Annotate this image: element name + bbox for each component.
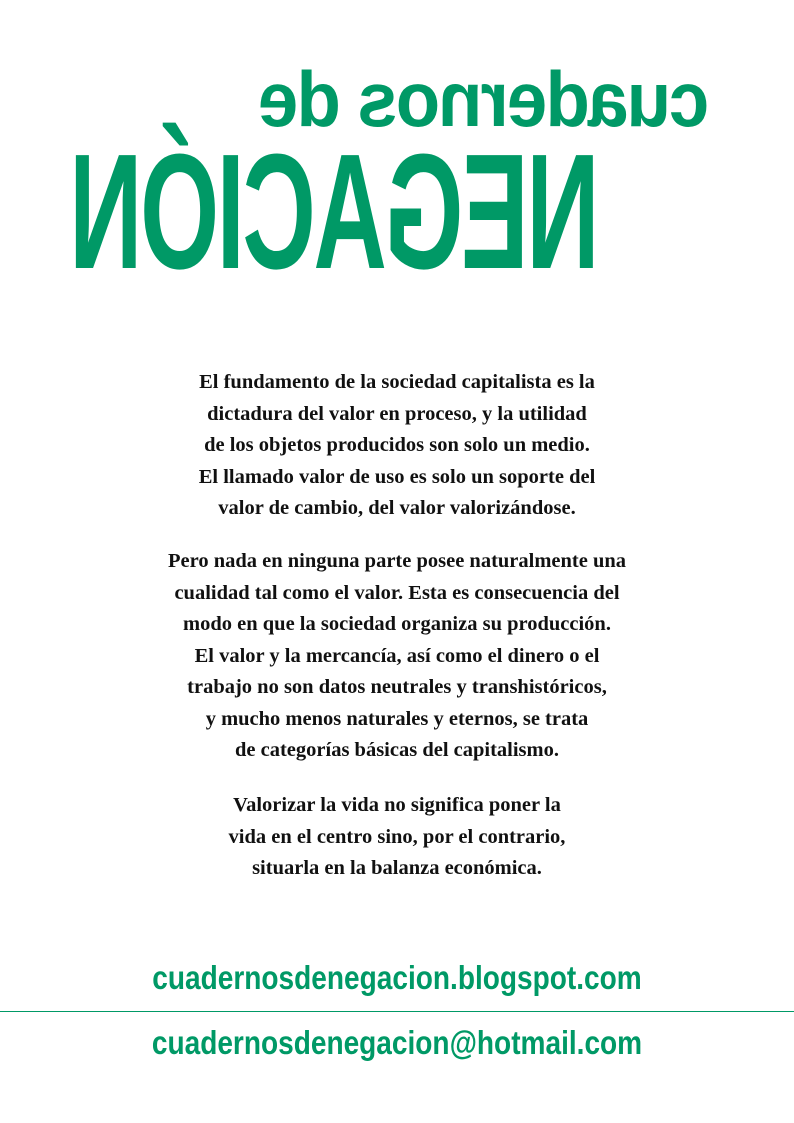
- blog-link[interactable]: cuadernosdenegacion.blogspot.com: [152, 959, 642, 996]
- text-line: modo en que la sociedad organiza su producción.: [183, 613, 611, 635]
- text-line: Pero nada en ninguna parte posee naturalmente una: [167, 550, 627, 572]
- masthead-subtitle: cuadernos de: [259, 55, 710, 143]
- text-line: El fundamento de la sociedad capitalista es la: [199, 371, 595, 393]
- text-line: valor de cambio, del valor valorizándose.: [218, 497, 576, 519]
- text-line: dictadura del valor en proceso, y la utilidad: [207, 402, 587, 425]
- text-line: situarla en la balanza económica.: [252, 857, 542, 879]
- text-line: El valor y la mercancía, así como el dinero o el: [194, 644, 600, 667]
- text-line: y mucho menos naturales y eternos, se trata: [205, 707, 589, 730]
- text-line: de los objetos producidos son solo un medio.: [204, 434, 590, 456]
- paragraph-2: [100, 546, 694, 767]
- paragraph-1: [100, 367, 694, 525]
- text-line: de categorías básicas del capitalismo.: [235, 739, 559, 761]
- text-line: vida en el centro sino, por el contrario,: [228, 825, 566, 848]
- text-line: cualidad tal como el valor. Esta es consecuencia del: [174, 581, 620, 604]
- footer-divider: [0, 1011, 794, 1012]
- text-line: El llamado valor de uso es solo un soporte del: [198, 465, 596, 488]
- email-link[interactable]: cuadernosdenegacion@hotmail.com: [151, 1024, 643, 1061]
- masthead: [0, 0, 794, 303]
- text-line: Valorizar la vida no significa poner la: [233, 794, 561, 816]
- paragraph-3: [100, 790, 694, 885]
- masthead-title: NEGACIÓN: [71, 120, 600, 303]
- text-line: trabajo no son datos neutrales y transhistóricos,: [187, 676, 607, 698]
